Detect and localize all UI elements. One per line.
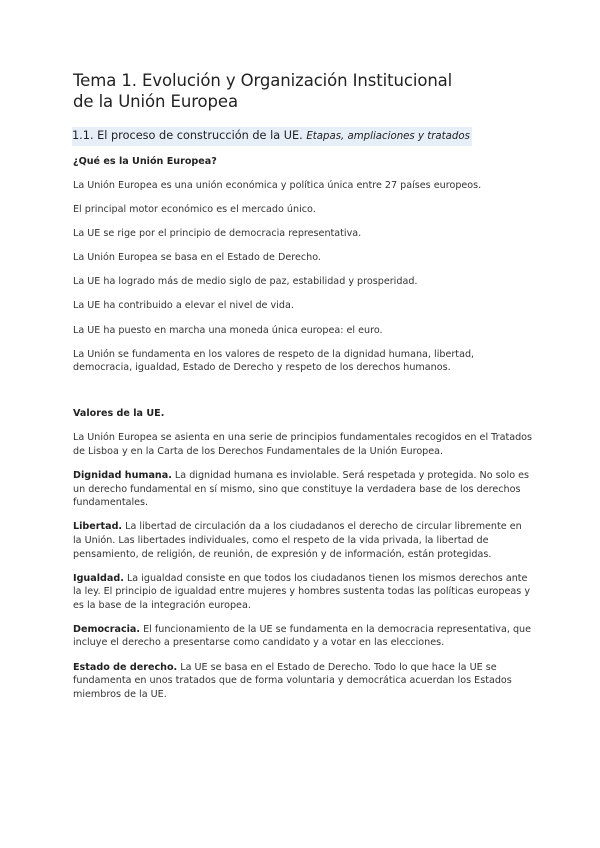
value-term: Libertad. bbox=[73, 521, 123, 533]
paragraph: La Unión Europea se basa en el Estado de Derecho. bbox=[73, 252, 321, 264]
paragraph: La Unión se fundamenta en los valores de respeto de la dignidad humana, libertad, democracia, igualdad, Estado de Derecho y respeto de los derechos humanos. bbox=[73, 348, 475, 374]
value-item bbox=[73, 661, 533, 702]
section-number-title: 1.1. El proceso de construcción de la UE. bbox=[72, 129, 303, 142]
value-text: La dignidad humana es inviolable. Será respetada y protegida. No solo es un derecho fundamental en sí mismo, sino que constituye la verdadera base de los derechos fundamentales. bbox=[73, 470, 530, 509]
value-term: Estado de derecho. bbox=[73, 661, 178, 673]
paragraph: La UE se rige por el principio de democracia representativa. bbox=[73, 228, 362, 240]
paragraph: La UE ha logrado más de medio siglo de paz, estabilidad y prosperidad. bbox=[73, 276, 418, 288]
question-heading: ¿Qué es la Unión Europea? bbox=[73, 156, 217, 167]
value-term: Dignidad humana. bbox=[73, 470, 172, 482]
section-subtitle: Etapas, ampliaciones y tratados bbox=[306, 131, 470, 142]
value-text: El funcionamiento de la UE se fundamenta en la democracia representativa, que incluye el derecho a presentarse como candidato y a votar en las elecciones. bbox=[73, 623, 532, 649]
value-item bbox=[73, 572, 533, 613]
paragraph: El principal motor económico es el mercado único. bbox=[73, 204, 316, 216]
page-title bbox=[73, 70, 533, 112]
value-text: La igualdad consiste en que todos los ciudadanos tienen los mismos derechos ante la ley. El principio de igualdad entre mujeres y hombres sustenta todas las políticas europeas y es la base de la integración europea. bbox=[73, 572, 531, 611]
section-heading bbox=[72, 127, 472, 146]
paragraph: La UE ha contribuido a elevar el nivel de vida. bbox=[73, 300, 294, 312]
value-item bbox=[73, 623, 533, 650]
value-item bbox=[73, 520, 533, 561]
values-heading: Valores de la UE. bbox=[73, 408, 165, 420]
value-text: La libertad de circulación da a los ciudadanos el derecho de circular libremente en la Unión. Las libertades individuales, como el respeto de la vida privada, la libertad de pensamiento, de religión, de reunión, de expresión y de información, están protegidas. bbox=[73, 521, 522, 560]
paragraph: La UE ha puesto en marcha una moneda única europea: el euro. bbox=[73, 324, 383, 336]
value-term: Democracia. bbox=[73, 623, 141, 635]
title-line-1: Tema 1. Evolución y Organización Institucional bbox=[73, 71, 453, 90]
document-page bbox=[73, 70, 533, 712]
spacer bbox=[73, 385, 533, 407]
paragraph: La Unión Europea es una unión económica y política única entre 27 países europeos. bbox=[73, 180, 482, 191]
value-text: La UE se basa en el Estado de Derecho. Todo lo que hace la UE se fundamenta en unos tratados que de forma voluntaria y democrática acuerdan los Estados miembros de la UE. bbox=[73, 661, 512, 700]
value-item bbox=[73, 469, 533, 510]
value-term: Igualdad. bbox=[73, 572, 124, 584]
title-line-2: de la Unión Europea bbox=[73, 92, 238, 111]
values-intro: La Unión Europea se asienta en una serie de principios fundamentales recogidos en el Tratados de Lisboa y en la Carta de los Derechos Fundamentales de la Unión Europea. bbox=[73, 432, 533, 457]
